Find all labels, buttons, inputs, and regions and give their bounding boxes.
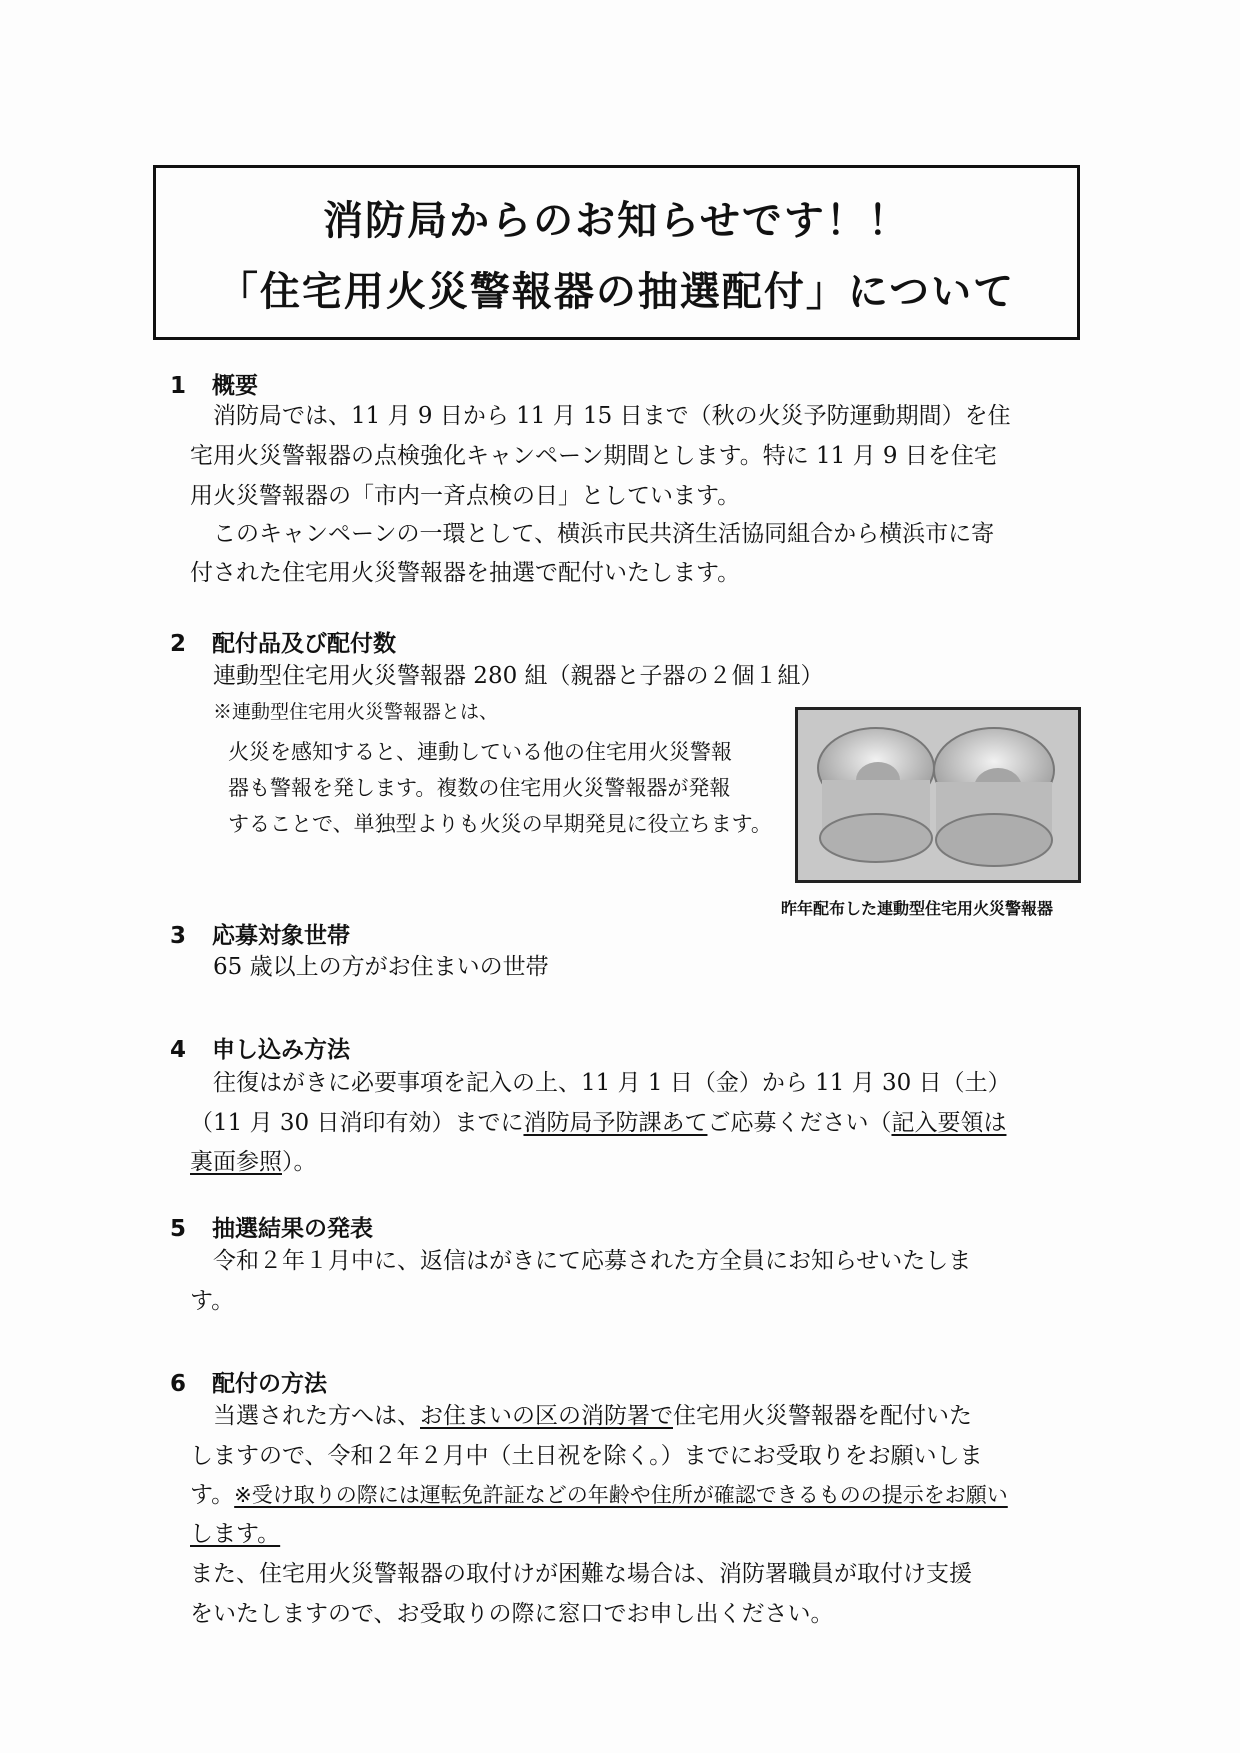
section-2-heading [170, 625, 396, 658]
section-number: 5 [170, 1216, 187, 1242]
section-number: 2 [170, 631, 187, 657]
underlined-text: します。 [190, 1521, 281, 1547]
text-span: 当選された方へは、 [213, 1403, 420, 1429]
section-1-line-2: 宅用火災警報器の点検強化キャンペーン期間とします。特に 11 月 9 日を住宅 [190, 443, 997, 469]
section-5-heading [170, 1210, 373, 1243]
section-4-line-2 [190, 1104, 1006, 1143]
section-title: 申し込み方法 [212, 1037, 350, 1063]
section-6-line-1 [213, 1397, 972, 1436]
smoke-alarm-photo-image [798, 710, 1078, 880]
section-3-body: 65 歳以上の方がお住まいの世帯 [213, 954, 549, 980]
photo-caption: 昨年配布した連動型住宅用火災警報器 [781, 899, 1054, 918]
title-line-2: 「住宅用火災警報器の抽選配付」について [217, 268, 1016, 315]
section-1-line-5: 付された住宅用火災警報器を抽選で配付いたします。 [190, 560, 741, 586]
text-span: 住宅用火災警報器を配付いた [673, 1403, 972, 1429]
text-span: す。 [190, 1482, 235, 1508]
text-span: ご応募ください（ [707, 1110, 892, 1136]
title-line-1: 消防局からのお知らせです！！ [323, 197, 910, 244]
section-1-line-4: このキャンペーンの一環として、横浜市民共済生活協同組合から横浜市に寄 [213, 521, 995, 547]
section-6-line-2: しますので、令和２年２月中（土日祝を除く。）までにお受取りをお願いしま [190, 1443, 983, 1469]
section-title: 概要 [212, 373, 258, 399]
section-title: 抽選結果の発表 [212, 1216, 373, 1242]
section-4-line-1: 往復はがきに必要事項を記入の上、11 月 1 日（金）から 11 月 30 日（土） [213, 1070, 1011, 1096]
section-1-heading [170, 367, 258, 400]
text-span: （11 月 30 日消印有効）までに [190, 1110, 524, 1136]
section-number: 1 [170, 373, 187, 399]
section-title: 配付品及び配付数 [212, 631, 396, 657]
section-5-line-2: す。 [190, 1288, 235, 1314]
section-title: 配付の方法 [212, 1371, 327, 1397]
section-2-note-line-1: 火災を感知すると、連動している他の住宅用火災警報 [228, 740, 732, 764]
section-number: 3 [170, 923, 187, 949]
section-6-line-3 [190, 1476, 1008, 1515]
text-span: ）。 [282, 1149, 317, 1175]
section-4-line-3 [190, 1143, 317, 1182]
section-6-heading [170, 1365, 327, 1398]
section-1-line-1: 消防局では、11 月 9 日から 11 月 15 日まで（秋の火災予防運動期間）を住 [213, 403, 1011, 429]
section-number: 6 [170, 1371, 187, 1397]
section-6-line-5: また、住宅用火災警報器の取付けが困難な場合は、消防署職員が取付け支援 [190, 1561, 972, 1587]
section-2-note-title: ※連動型住宅用火災警報器とは、 [213, 701, 499, 723]
smoke-alarm-photo [795, 707, 1081, 883]
section-6-line-6: をいたしますので、お受取りの際に窓口でお申し出ください。 [190, 1601, 834, 1627]
section-2-item: 連動型住宅用火災警報器 280 組（親器と子器の２個１組） [213, 663, 824, 689]
underlined-text: 裏面参照 [190, 1149, 282, 1175]
underlined-text: 記入要領は [891, 1110, 1007, 1136]
section-1-line-3: 用火災警報器の「市内一斉点検の日」としています。 [190, 483, 741, 509]
section-3-heading [170, 917, 350, 950]
underlined-text: ※受け取りの際には運転免許証などの年齢や住所が確認できるものの提示をお願い [234, 1483, 1008, 1507]
section-number: 4 [170, 1037, 187, 1063]
section-6-line-4 [190, 1515, 280, 1554]
section-2-note-line-2: 器も警報を発します。複数の住宅用火災警報器が発報 [228, 776, 731, 800]
section-title: 応募対象世帯 [212, 923, 350, 949]
title-box [153, 165, 1080, 340]
section-2-note-line-3: することで、単独型よりも火災の早期発見に役立ちます。 [228, 812, 772, 836]
section-4-heading [170, 1031, 350, 1064]
underlined-text: お住まいの区の消防署で [420, 1403, 673, 1429]
section-5-line-1: 令和２年１月中に、返信はがきにて応募された方全員にお知らせいたしま [213, 1248, 972, 1274]
underlined-text: 消防局予防課あて [523, 1110, 708, 1136]
